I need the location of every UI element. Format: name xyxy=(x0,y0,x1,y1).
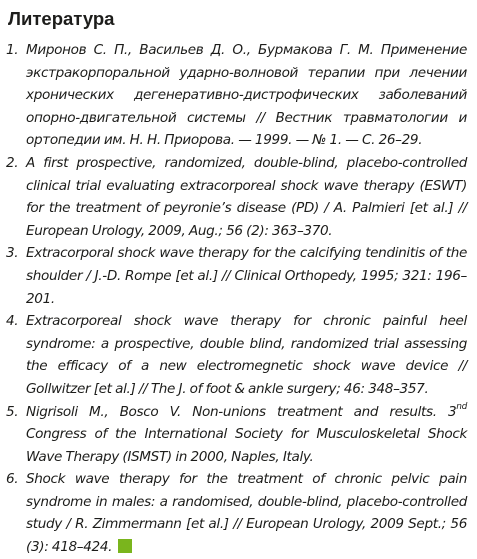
reference-item xyxy=(6,310,467,400)
reference-text: Shock wave therapy for the treatment of chronic pelvic pain syndrome in males: a randomised, double-blind, placebo-controlled study / R. Zimmermann [et al.] // European Urology, 2009 Sept.; 56 (3): 418–424. xyxy=(26,471,467,556)
reference-item xyxy=(6,468,467,558)
reference-text: Extracorporal shock wave therapy for the calcifying tendinitis of the shoulder / J.-D. Rompe [et al.] // Clinical Orthopedy, 1995; 321: 196–201. xyxy=(26,245,467,307)
reference-text-part: Congress of the International Society for Musculoskeletal Shock Wave Therapy (ISMST) in 2000, Naples, Italy. xyxy=(26,426,467,465)
reference-number: 3. xyxy=(6,245,19,262)
reference-list xyxy=(6,39,467,559)
reference-text xyxy=(26,401,467,465)
reference-text: Extracorporeal shock wave therapy for chronic painful heel syndrome: a prospective, double blind, randomized trial assessing the efficacy of a new electromegnetic shock wave device // Gollwitzer [et al.] // The J. of foot & ankle surgery; 46: 348–357. xyxy=(26,313,467,397)
ordinal-superscript: nd xyxy=(456,401,467,412)
section-heading: Литература xyxy=(8,8,115,29)
reference-number: 4. xyxy=(6,313,19,330)
reference-item xyxy=(6,401,467,469)
reference-text: A first prospective, randomized, double-blind, placebo-controlled clinical trial evaluating extracorporeal shock wave therapy (ESWT) for the treatment of peyronie’s disease (PD) / A. Palmieri [et al.] // European Urology, 2009, Aug.; 56 (2): 363–370. xyxy=(26,154,467,239)
reference-number: 5. xyxy=(6,403,19,420)
reference-text: Миронов С. П., Васильев Д. О., Бурмакова Г. М. Применение экстракорпоральной ударно-волновой терапии при лечении хронических дегенеративно-дистрофических заболеваний опорно-двигательной системы // Вестник травматологии и ортопедии им. Н. Н. Приорова. — 1999. — № 1. — С. 26–29. xyxy=(26,42,467,149)
reference-item xyxy=(6,152,467,242)
reference-item xyxy=(6,242,467,310)
reference-text-part: Nigrisoli M., Bosco V. Non-unions treatment and results. 3 xyxy=(26,403,457,420)
reference-item xyxy=(6,39,467,152)
reference-number: 1. xyxy=(6,42,19,58)
reference-number: 6. xyxy=(6,471,19,488)
reference-number: 2. xyxy=(6,154,19,171)
end-of-article-marker xyxy=(118,539,132,553)
